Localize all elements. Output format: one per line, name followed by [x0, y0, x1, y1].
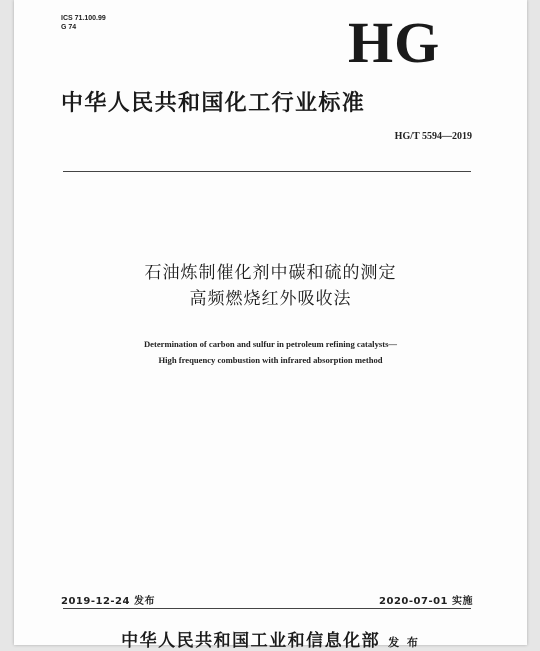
- standard-number: HG/T 5594—2019: [394, 131, 472, 142]
- publisher: [14, 626, 527, 651]
- title-cn-line1: 石油炼制催化剂中碳和硫的测定: [144, 263, 397, 283]
- title-en-line1: Determination of carbon and sulfur in petroleum refining catalysts—: [143, 339, 398, 349]
- publisher-name: 中华人民共和国工业和信息化部: [121, 631, 381, 651]
- footer-divider: [63, 608, 471, 609]
- document-page: [14, 0, 527, 651]
- issue-date: 2019-12-24 发布: [61, 596, 155, 607]
- hg-mark: HG: [348, 10, 441, 75]
- ics-code: ICS 71.100.99: [61, 15, 106, 22]
- classification-code: G 74: [61, 24, 77, 31]
- header-divider: [63, 171, 471, 172]
- title-en-line2: High frequency combustion with infrared absorption method: [158, 355, 383, 365]
- implement-date: 2020-07-01 实施: [379, 596, 473, 607]
- publisher-suffix: 发 布: [388, 636, 420, 649]
- classification-block: [61, 14, 106, 32]
- standard-category: 中华人民共和国化工行业标准: [61, 91, 366, 116]
- title-cn-line2: 高频燃烧红外吸收法: [189, 289, 352, 309]
